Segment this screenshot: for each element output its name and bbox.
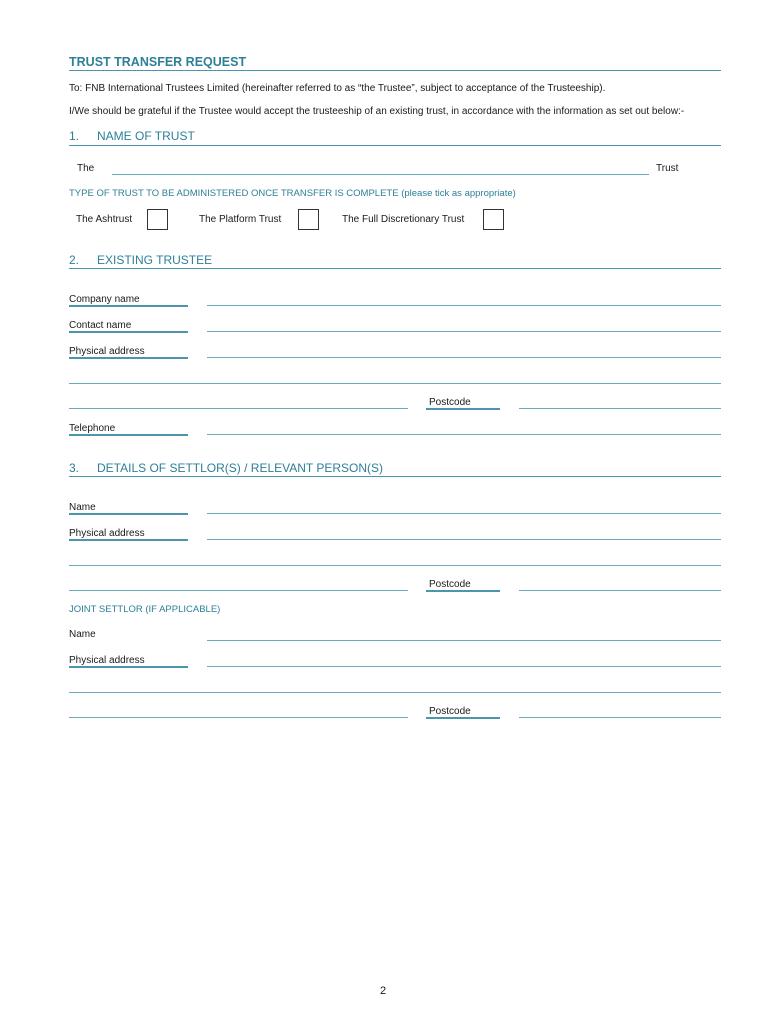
postcode-field[interactable] [519,408,721,409]
settlor-address-field-3[interactable] [69,590,408,591]
settlor-address-field-1[interactable] [207,539,721,540]
contact-name-field[interactable] [207,331,721,332]
settlor-address-label: Physical address [69,528,145,539]
trust-name-suffix: Trust [656,163,679,174]
title-rule [69,70,721,71]
postcode-label: Postcode [429,397,471,408]
option-full-discretionary-label: The Full Discretionary Trust [342,214,465,225]
section-1-rule [69,145,721,146]
physical-address-field-1[interactable] [207,357,721,358]
joint-settlor-postcode-label: Postcode [429,706,471,717]
contact-name-label: Contact name [69,320,132,331]
physical-address-label: Physical address [69,346,145,357]
contact-name-label-underline [69,331,188,333]
joint-settlor-name-label: Name [69,629,96,640]
settlor-name-label-underline [69,513,188,515]
physical-address-field-3[interactable] [69,408,408,409]
section-3-number: 3. [69,461,80,475]
option-full-discretionary-checkbox[interactable] [483,209,504,230]
joint-settlor-address-label-underline [69,666,188,668]
settlor-address-field-2[interactable] [69,565,721,566]
section-2-heading [69,253,212,267]
option-platform-trust-checkbox[interactable] [298,209,319,230]
joint-settlor-address-field-3[interactable] [69,717,408,718]
section-3-rule [69,476,721,477]
joint-settlor-address-label: Physical address [69,655,145,666]
option-platform-trust-label: The Platform Trust [199,214,282,225]
trust-name-field[interactable] [112,174,649,175]
physical-address-label-underline [69,357,188,359]
settlor-postcode-label: Postcode [429,579,471,590]
addressee-line: To: FNB International Trustees Limited (hereinafter referred to as “the Trustee”, subject to acceptance of the Trusteeship). [69,83,606,94]
option-ashtrust-label: The Ashtrust [76,214,133,225]
company-name-label: Company name [69,294,140,305]
option-ashtrust-checkbox[interactable] [147,209,168,230]
settlor-postcode-label-underline [426,590,500,592]
joint-settlor-address-field-1[interactable] [207,666,721,667]
telephone-field[interactable] [207,434,721,435]
section-1-title: NAME OF TRUST [97,129,195,143]
section-1-heading [69,129,195,143]
section-2-title: EXISTING TRUSTEE [97,253,213,267]
section-1-number: 1. [69,129,80,143]
page-title: TRUST TRANSFER REQUEST [69,55,247,69]
telephone-label-underline [69,434,188,436]
joint-settlor-postcode-field[interactable] [519,717,721,718]
settlor-name-label: Name [69,502,96,513]
settlor-postcode-field[interactable] [519,590,721,591]
section-3-title: DETAILS OF SETTLOR(S) / RELEVANT PERSON(S) [97,461,384,475]
settlor-name-field[interactable] [207,513,721,514]
company-name-field[interactable] [207,305,721,306]
physical-address-field-2[interactable] [69,383,721,384]
joint-settlor-postcode-label-underline [426,717,500,719]
section-2-rule [69,268,721,269]
page-number: 2 [380,985,387,997]
section-2-number: 2. [69,253,80,267]
trust-type-heading: TYPE OF TRUST TO BE ADMINISTERED ONCE TRANSFER IS COMPLETE (please tick as appropriate) [69,188,516,199]
request-line: I/We should be grateful if the Trustee would accept the trusteeship of an existing trust, in accordance with the information as set out below:- [69,106,685,117]
settlor-address-label-underline [69,539,188,541]
company-name-label-underline [69,305,188,307]
telephone-label: Telephone [69,423,116,434]
trust-name-prefix: The [77,163,95,174]
joint-settlor-name-field[interactable] [207,640,721,641]
postcode-label-underline [426,408,500,410]
joint-settlor-heading: JOINT SETTLOR (IF APPLICABLE) [69,604,221,615]
section-3-heading [69,461,383,475]
joint-settlor-address-field-2[interactable] [69,692,721,693]
